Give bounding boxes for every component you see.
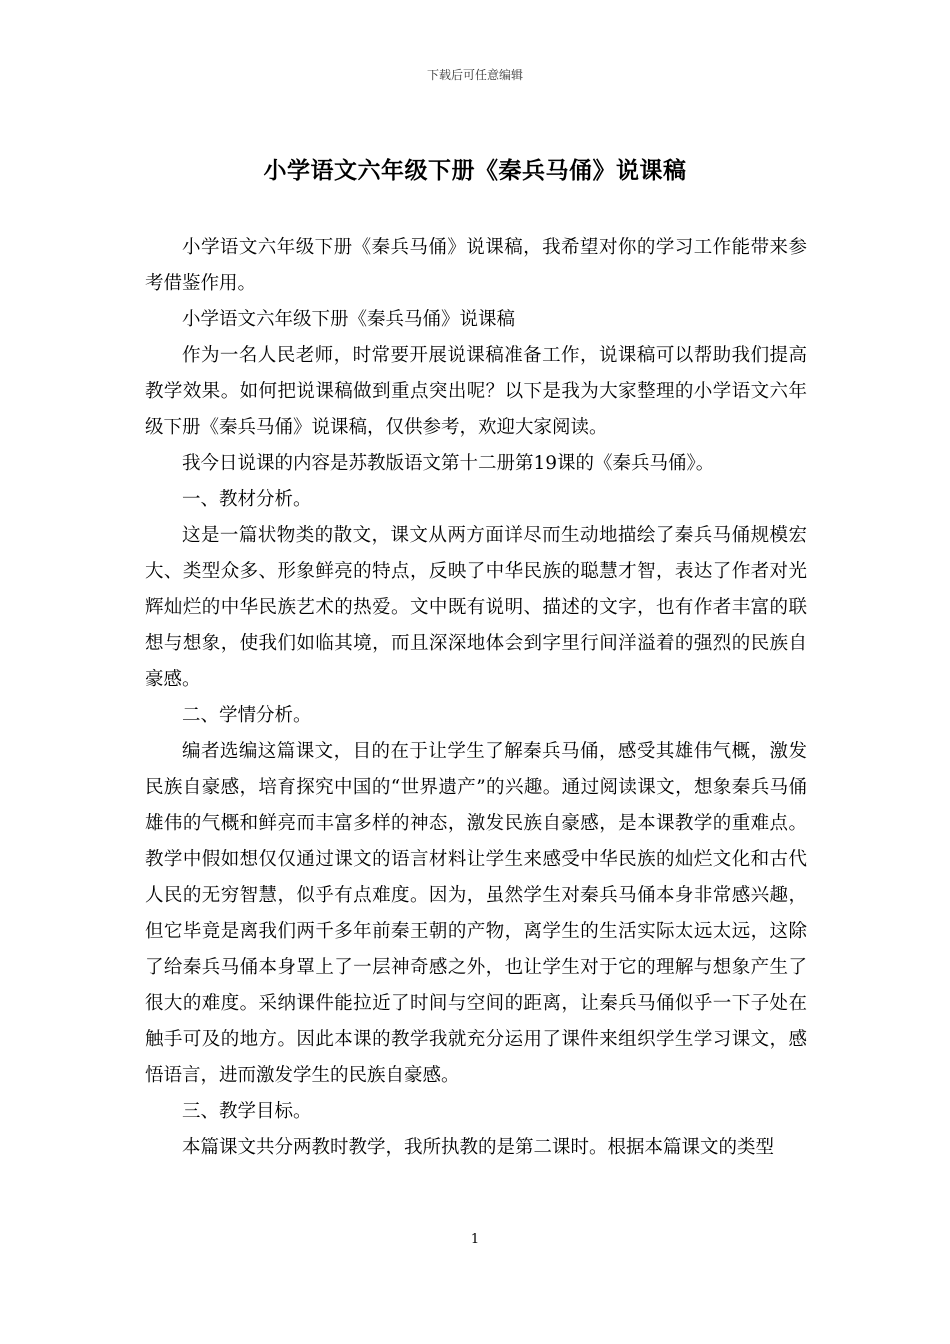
- paragraph-student-analysis: 编者选编这篇课文，目的在于让学生了解秦兵马俑，感受其雄伟气概，激发民族自豪感，培育探究中国的“世界遗产”的兴趣。通过阅读课文，想象秦兵马俑雄伟的气概和鲜亮而丰富多样的神态，激发民族自豪感，是本课教学的重难点。教学中假如想仅仅通过课文的语言材料让学生来感受中华民族的灿烂文化和古代人民的无穷智慧，似乎有点难度。因为，虽然学生对秦兵马俑本身非常感兴趣，但它毕竟是离我们两千多年前秦王朝的产物，离学生的生活实际太远太远，这除了给秦兵马俑本身罩上了一层神奇感之外，也让学生对于它的理解与想象产生了很大的难度。采纳课件能拉近了时间与空间的距离，让秦兵马俑似乎一下子处在触手可及的地方。因此本课的教学我就充分运用了课件来组织学生学习课文，感悟语言，进而激发学生的民族自豪感。: [145, 741, 807, 1086]
- paragraph-intro: 小学语文六年级下册《秦兵马俑》说课稿，我希望对你的学习工作能带来参考借鉴作用。: [145, 237, 807, 294]
- header-note: 下载后可任意编辑: [426, 68, 523, 82]
- paragraph-subtitle: 小学语文六年级下册《秦兵马俑》说课稿: [182, 309, 516, 330]
- document-title: 小学语文六年级下册《秦兵马俑》说课稿: [263, 157, 687, 184]
- paragraph-preface: 作为一名人民老师，时常要开展说课稿准备工作，说课稿可以帮助我们提高教学效果。如何把说课稿做到重点突出呢？以下是我为大家整理的小学语文六年级下册《秦兵马俑》说课稿，仅供参考，欢迎大家阅读。: [145, 345, 807, 438]
- paragraph-lesson-content: 我今日说课的内容是苏教版语文第十二册第19课的《秦兵马俑》。: [182, 453, 715, 474]
- section-heading-student-analysis: 二、学情分析。: [182, 705, 312, 726]
- paragraph-teaching-goals: 本篇课文共分两教时教学，我所执教的是第二课时。根据本篇课文的类型: [182, 1137, 775, 1158]
- section-heading-teaching-goals: 三、教学目标。: [182, 1101, 312, 1122]
- paragraph-textbook-analysis: 这是一篇状物类的散文，课文从两方面详尽而生动地描绘了秦兵马俑规模宏大、类型众多、形象鲜亮的特点，反映了中华民族的聪慧才智，表达了作者对光辉灿烂的中华民族艺术的热爱。文中既有说明、描述的文字，也有作者丰富的联想与想象，使我们如临其境，而且深深地体会到字里行间洋溢着的强烈的民族自豪感。: [145, 525, 807, 690]
- page-number: 1: [470, 1232, 480, 1247]
- document-body: [145, 230, 807, 1166]
- section-heading-textbook-analysis: 一、教材分析。: [182, 489, 312, 510]
